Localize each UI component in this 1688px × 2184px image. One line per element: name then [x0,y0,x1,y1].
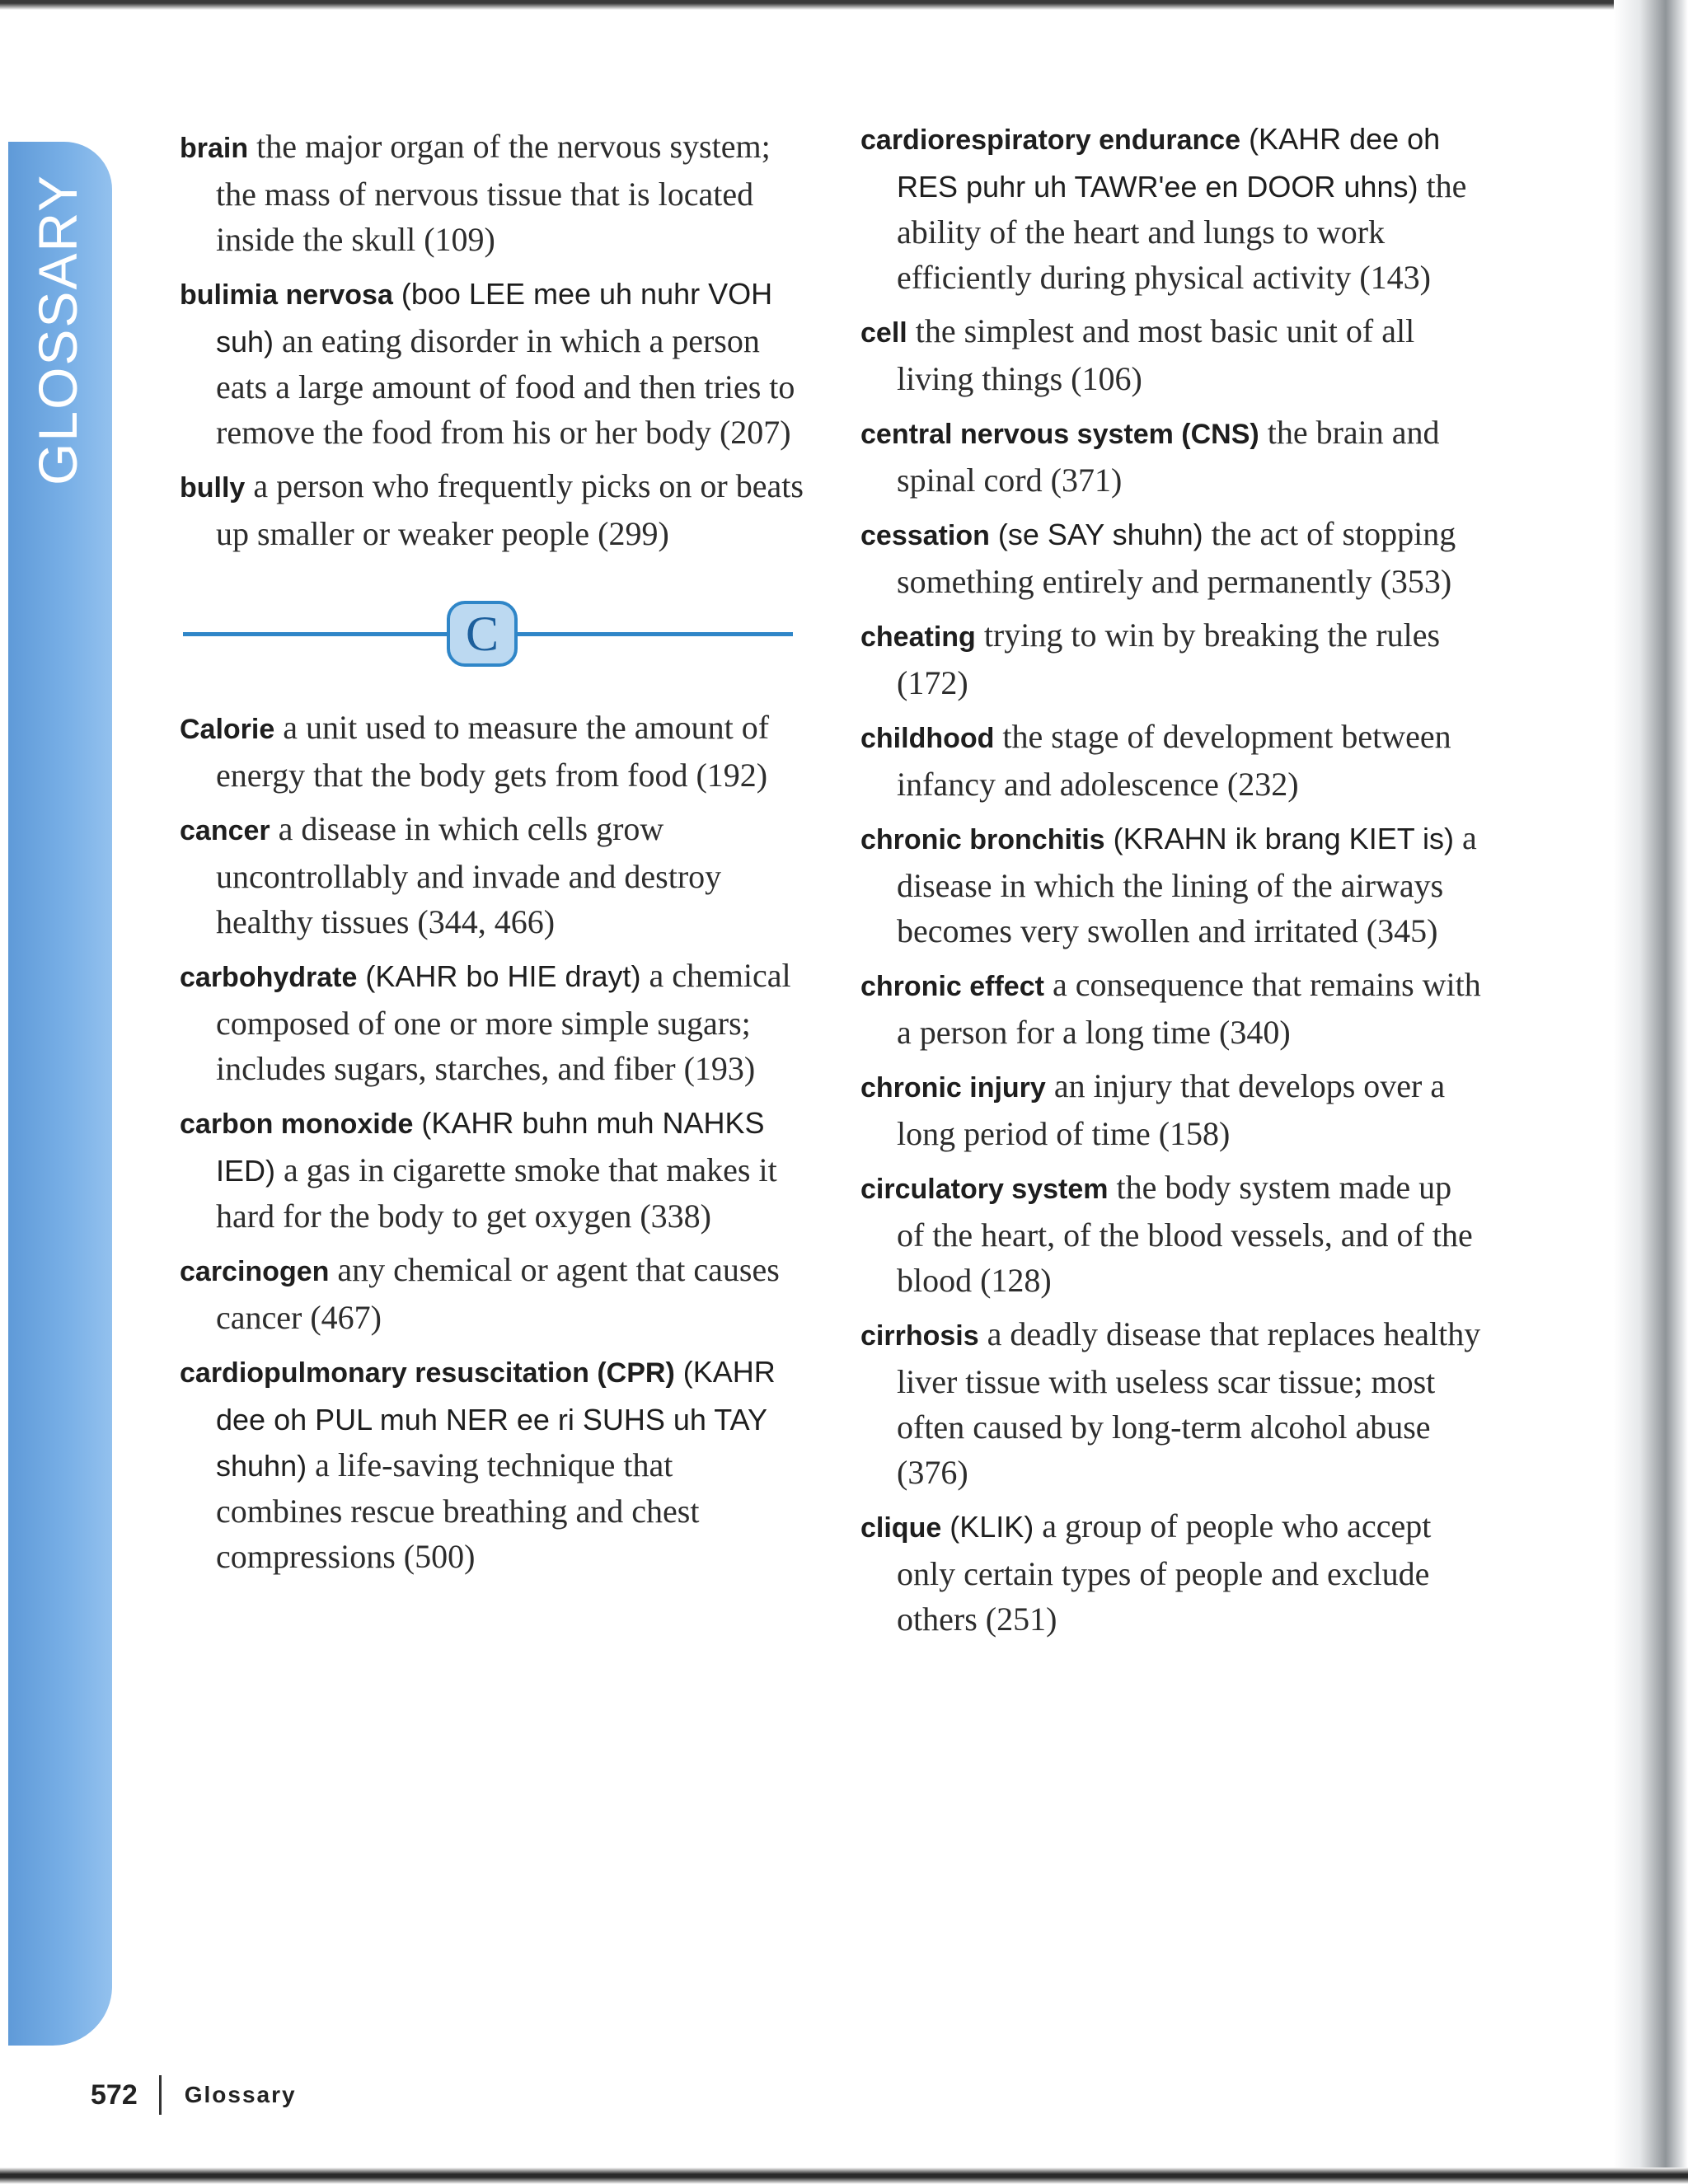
entry-definition: a person who frequently picks on or beats up smaller or weaker people (299) [216,467,804,552]
entry-definition: a unit used to measure the amount of energy that the body gets from food (192) [216,709,770,794]
entry-definition: the body system made up of the heart, of the blood vessels, and of the blood (128) [897,1169,1473,1299]
entry-pronunciation: (KAHR dee oh PUL muh NER ee ri SUHS uh TAY shuhn) [216,1355,776,1483]
entry-term: cell [860,317,907,349]
entry-term: clique [860,1512,942,1544]
glossary-entry [860,714,1487,807]
glossary-entry [860,815,1487,954]
entry-term: carcinogen [180,1256,330,1287]
glossary-entry [860,1165,1487,1303]
page-footer [91,2072,297,2118]
entry-definition: a life-saving technique that combines rescue breathing and chest compressions (500) [216,1446,700,1575]
entry-term: carbon monoxide [180,1108,414,1140]
entry-term: cancer [180,815,270,846]
entry-definition: the ability of the heart and lungs to work efficiently during physical activity (143) [897,167,1467,296]
glossary-entry [180,1099,806,1239]
entry-term: bulimia nervosa [180,279,393,311]
left-column [180,124,806,1587]
entry-definition: the major organ of the nervous system; the mass of nervous tissue that is located inside the skull (109) [216,128,771,258]
entry-definition: an injury that develops over a long period of time (158) [897,1067,1446,1152]
side-tab-text: GLOSSARY [27,174,88,485]
entry-pronunciation: (se SAY shuhn) [997,518,1203,551]
entry-term: chronic effect [860,971,1044,1002]
entry-term: cardiopulmonary resuscitation (CPR) [180,1357,675,1389]
entry-pronunciation: (KRAHN ik brang KIET is) [1113,822,1455,855]
entry-pronunciation: (KLIK) [950,1510,1034,1544]
right-column [860,115,1487,1650]
glossary-entry [180,1348,806,1579]
footer-separator [159,2075,162,2115]
entry-pronunciation: (KAHR buhn muh NAHKS IED) [216,1106,765,1188]
glossary-entry [860,410,1487,503]
entry-term: brain [180,133,249,164]
glossary-entry [860,1311,1487,1495]
footer-section-title: Glossary [184,2082,297,2107]
glossary-entry [860,308,1487,401]
glossary-entry [180,270,806,455]
entry-definition: a deadly disease that replaces healthy liver tissue with useless scar tissue; most often caused by long-term alcohol abuse (376) [897,1315,1481,1491]
entry-pronunciation: (boo LEE mee uh nuhr VOH suh) [216,277,773,359]
entry-definition: trying to win by breaking the rules (172) [897,616,1441,701]
glossary-entry [180,124,806,262]
bottom-edge-rule [0,2168,1688,2184]
entry-term: childhood [860,723,995,754]
entry-definition: the brain and spinal cord (371) [897,414,1440,499]
entry-definition: a disease in which the lining of the airways becomes very swollen and irritated (345) [897,819,1477,949]
entry-definition: the act of stopping something entirely and permanently (353) [897,515,1456,600]
entry-definition: the stage of development between infancy and adolescence (232) [897,718,1451,803]
entry-term: carbohydrate [180,962,358,993]
glossary-entry [860,1503,1487,1642]
entry-definition: a consequence that remains with a person for a long time (340) [897,966,1481,1051]
glossary-entry [180,953,806,1091]
entry-term: chronic injury [860,1072,1046,1104]
entry-term: cardiorespiratory endurance [860,124,1241,156]
entry-term: cheating [860,621,976,653]
glossary-entry [860,115,1487,300]
entry-pronunciation: (KAHR dee oh RES puhr uh TAWR'ee en DOOR uhns) [897,122,1441,204]
section-letter-badge: C [447,601,518,667]
glossary-entry [860,511,1487,604]
glossary-entry [860,1063,1487,1156]
entry-definition: any chemical or agent that causes cancer (467) [216,1251,780,1336]
glossary-entry [180,1247,806,1340]
entry-term: bully [180,472,246,504]
entry-definition: an eating disorder in which a person eats a large amount of food and then tries to remove the food from his or her body (207) [216,322,795,451]
entry-definition: the simplest and most basic unit of all living things (106) [897,312,1415,397]
top-edge-rule [0,0,1688,10]
entry-term: Calorie [180,714,275,745]
glossary-entry [860,612,1487,705]
entry-term: chronic bronchitis [860,824,1105,855]
page-number: 572 [91,2079,138,2111]
glossary-entry [180,806,806,944]
entry-term: central nervous system (CNS) [860,419,1259,450]
page-gutter-shadow [1614,0,1688,2184]
glossary-entry [860,962,1487,1055]
entry-definition: a chemical composed of one or more simple sugars; includes sugars, starches, and fiber (193) [216,957,791,1087]
entry-definition: a group of people who accept only certain types of people and exclude others (251) [897,1507,1432,1638]
entry-term: circulatory system [860,1174,1109,1205]
entry-definition: a gas in cigarette smoke that makes it hard for the body to get oxygen (338) [216,1151,777,1235]
entry-term: cessation [860,520,990,551]
entry-pronunciation: (KAHR bo HIE drayt) [365,959,641,993]
glossary-entry [180,705,806,798]
entry-term: cirrhosis [860,1320,979,1352]
glossary-entry [180,463,806,556]
entry-definition: a disease in which cells grow uncontrollably and invade and destroy healthy tissues (344, 466) [216,810,722,940]
section-letter-divider [183,598,793,672]
